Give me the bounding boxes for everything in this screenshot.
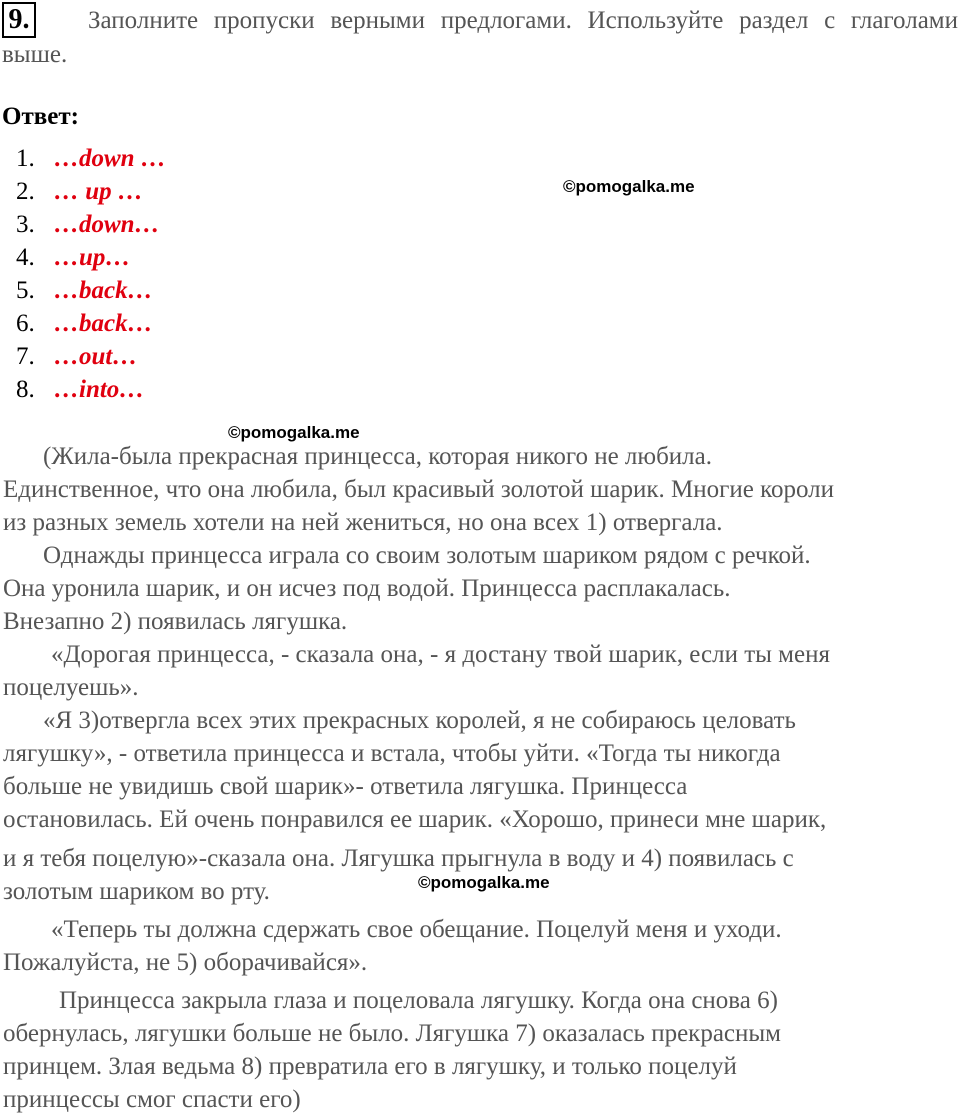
answer-text: …down … [54, 145, 166, 172]
task-text: Заполните пропуски верными предлогами. Используйте раздел с глаголами выше. [2, 7, 958, 68]
watermark: ©pomogalka.me [418, 873, 550, 892]
watermark: ©pomogalka.me [563, 177, 695, 196]
answer-number: 7. [16, 343, 35, 370]
story-line: обернулась, лягушки больше не было. Лягушка 7) оказалась прекрасным [3, 1020, 782, 1047]
answer-item [16, 175, 166, 208]
answer-number: 5. [16, 277, 35, 304]
answer-text: …out… [54, 343, 138, 370]
answer-number: 3. [16, 211, 35, 238]
story-line: «Теперь ты должна сдержать свое обещание. Поцелуй меня и уходи. [51, 916, 782, 943]
task-instructions [2, 4, 958, 72]
answer-item [16, 274, 166, 307]
answer-item [16, 142, 166, 175]
answer-list [16, 142, 166, 406]
story-line: и я тебя поцелую»-сказала она. Лягушка прыгнула в воду и 4) появилась с [3, 845, 794, 872]
story-text [3, 440, 958, 1116]
answer-item [16, 373, 166, 406]
story-line: Однажды принцесса играла со своим золотым шариком рядом с речкой. [43, 542, 811, 569]
answer-text: …back… [54, 277, 153, 304]
answer-number: 1. [16, 145, 35, 172]
answer-item [16, 208, 166, 241]
answer-number: 4. [16, 244, 35, 271]
story-line: принцем. Злая ведьма 8) превратила его в лягушку, и только поцелуй [3, 1053, 737, 1080]
answer-text: …down… [54, 211, 160, 238]
answer-text: …back… [54, 310, 153, 337]
story-line: золотым шариком во рту. [3, 878, 270, 905]
answer-number: 2. [16, 178, 35, 205]
answer-text: … up … [54, 178, 143, 205]
story-line: больше не увидишь свой шарик»- ответила лягушка. Принцесса [3, 773, 688, 800]
answer-number: 6. [16, 310, 35, 337]
story-line: из разных земель хотели на ней жениться, но она всех 1) отвергала. [3, 509, 723, 536]
story-line: Единственное, что она любила, был красивый золотой шарик. Многие короли [3, 476, 834, 503]
story-line: принцессы смог спасти его) [3, 1086, 301, 1113]
story-line: Принцесса закрыла глаза и поцеловала лягушку. Когда она снова 6) [59, 987, 778, 1014]
story-line: остановилась. Ей очень понравился ее шарик. «Хорошо, принеси мне шарик, [3, 806, 827, 833]
answer-text: …up… [54, 244, 131, 271]
answer-item [16, 307, 166, 340]
story-line: «Я 3)отвергла всех этих прекрасных королей, я не собираюсь целовать [43, 707, 796, 734]
story-line: лягушку», - ответила принцесса и встала, чтобы уйти. «Тогда ты никогда [3, 740, 781, 767]
answer-text: …into… [54, 376, 145, 403]
story-line: «Дорогая принцесса, - сказала она, - я достану твой шарик, если ты меня [51, 641, 830, 668]
story-line: Она уронила шарик, и он исчез под водой. Принцесса расплакалась. [3, 575, 731, 602]
answer-item [16, 241, 166, 274]
story-line: (Жила-была прекрасная принцесса, которая никого не любила. [43, 443, 713, 470]
answer-heading: Ответ: [2, 103, 79, 130]
task-number: 9. [2, 2, 36, 38]
answer-number: 8. [16, 376, 35, 403]
story-line: поцелуешь». [3, 674, 139, 701]
watermark: ©pomogalka.me [228, 423, 360, 442]
answer-item [16, 340, 166, 373]
story-line: Пожалуйста, не 5) оборачивайся». [3, 949, 368, 976]
story-line: Внезапно 2) появилась лягушка. [3, 608, 348, 635]
